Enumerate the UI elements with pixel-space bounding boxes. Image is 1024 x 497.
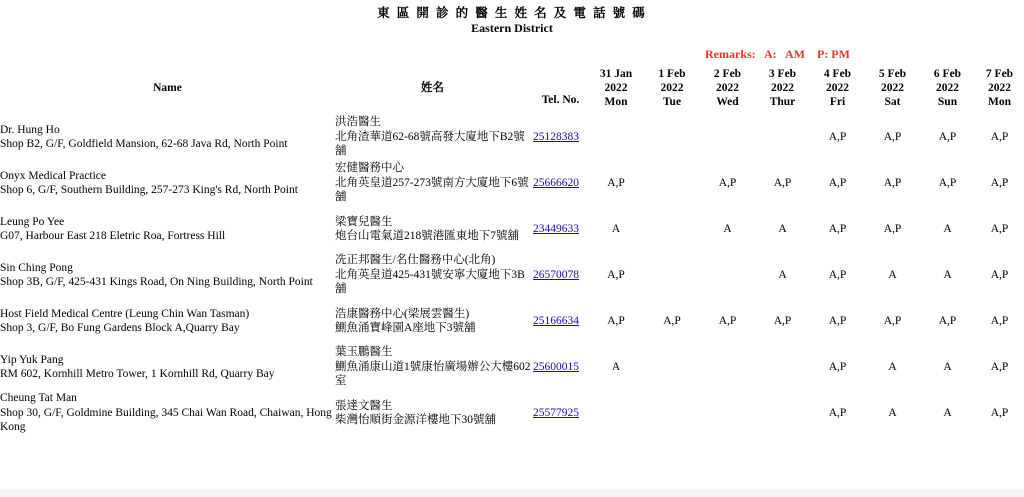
col-header-day: 6 Feb 2022 Sun: [933, 68, 962, 108]
clinic-name-cell: [0, 298, 335, 344]
tel-cell: [533, 206, 588, 252]
tel-cell: [533, 252, 588, 298]
tel-cell: [533, 114, 588, 160]
day-cell: A,P: [990, 268, 1009, 281]
day-cell: A,P: [607, 176, 625, 189]
clinic-name: Yip Yuk Pang: [0, 353, 64, 366]
clinic-zh-cell: [335, 252, 533, 298]
day-cell: A,P: [883, 130, 902, 143]
clinic-address: Shop B2, G/F, Goldfield Mansion, 62-68 Java Rd, North Point: [0, 138, 288, 150]
table-row: [0, 390, 1024, 436]
clinic-zh-cell: [335, 160, 533, 206]
col-header-tel: Tel. No.: [541, 94, 580, 106]
tel-cell: [533, 298, 588, 344]
col-header-day: 7 Feb 2022 Mon: [985, 68, 1014, 108]
page-title-zh: 東 區 開 診 的 醫 生 姓 名 及 電 話 號 碼: [377, 6, 647, 20]
day-cell: [644, 252, 700, 298]
col-header-day: 5 Feb 2022 Sat: [878, 68, 907, 108]
tel-link[interactable]: 25600015: [533, 360, 579, 373]
tel-link[interactable]: 23449633: [533, 222, 579, 235]
day-cell: A,P: [828, 222, 847, 235]
day-cell: A: [943, 360, 952, 373]
day-cell: A: [611, 360, 621, 373]
day-cell: A,P: [990, 176, 1009, 189]
clinic-name: Leung Po Yee: [0, 215, 65, 228]
page-title-en: Eastern District: [471, 21, 553, 35]
day-cell: [588, 390, 644, 436]
tel-cell: [533, 344, 588, 390]
day-cell: [644, 114, 700, 160]
clinic-zh-cell: [335, 114, 533, 160]
clinic-name-cell: [0, 390, 335, 436]
clinic-address-zh: 北角渣華道62-68號高發大廈地下B2號舖: [335, 130, 525, 158]
clinic-address-zh: 北角英皇道425-431號安寧大廈地下3B舖: [335, 268, 525, 296]
day-cell: [644, 206, 700, 252]
day-cell: [644, 344, 700, 390]
clinic-name-cell: [0, 252, 335, 298]
table-row: [0, 206, 1024, 252]
day-cell: A,P: [828, 406, 847, 419]
day-cell: A: [723, 222, 732, 235]
day-cell: A: [943, 406, 952, 419]
clinic-address: Shop 6, G/F, Southern Building, 257-273 King's Rd, North Point: [0, 184, 298, 196]
day-cell: A,P: [607, 268, 625, 281]
clinic-zh-cell: [335, 390, 533, 436]
day-cell: A,P: [990, 406, 1009, 419]
clinic-name-cell: [0, 206, 335, 252]
col-header-day: 3 Feb 2022 Thur: [768, 68, 797, 108]
clinic-address-zh: 柴灣怡順街金源洋樓地下30號舖: [335, 414, 496, 426]
clinic-name: Host Field Medical Centre (Leung Chin Wan Tasman): [0, 307, 250, 320]
day-cell: [700, 252, 755, 298]
table-row: [0, 252, 1024, 298]
day-cell: A: [778, 222, 787, 235]
clinic-address: Shop 3, G/F, Bo Fung Gardens Block A,Quarry Bay: [0, 322, 240, 334]
page-bottom-edge: [0, 489, 1024, 497]
day-cell: A: [888, 268, 897, 281]
day-cell: [644, 390, 700, 436]
day-cell: A,P: [883, 314, 902, 327]
clinic-name: Sin Ching Pong: [0, 261, 73, 274]
day-cell: A,P: [990, 130, 1009, 143]
table-row: [0, 344, 1024, 390]
day-cell: [755, 114, 810, 160]
doctor-name-zh: 洪浩醫生: [335, 116, 381, 129]
tel-cell: [533, 160, 588, 206]
col-header-name-zh: 姓名: [421, 82, 444, 94]
col-header-day: 1 Feb 2022 Tue: [658, 68, 686, 108]
day-cell: A,P: [773, 314, 792, 327]
doctor-name-zh: 葉玉鵬醫生: [335, 346, 393, 359]
day-cell: [700, 344, 755, 390]
day-cell: A: [888, 360, 897, 373]
col-header-day: 2 Feb 2022 Wed: [713, 68, 742, 108]
clinic-schedule-table: [0, 62, 1024, 436]
day-cell: A,P: [990, 314, 1009, 327]
header-row: [0, 62, 1024, 114]
clinic-name: Onyx Medical Practice: [0, 169, 107, 182]
day-cell: [700, 390, 755, 436]
day-cell: A,P: [883, 222, 902, 235]
clinic-name: Cheung Tat Man: [0, 392, 77, 405]
clinic-name: Dr. Hung Ho: [0, 123, 60, 136]
day-cell: A,P: [828, 314, 847, 327]
day-cell: A: [888, 406, 897, 419]
clinic-name-cell: [0, 344, 335, 390]
day-cell: A,P: [990, 222, 1009, 235]
table-row: [0, 114, 1024, 160]
clinic-zh-cell: [335, 206, 533, 252]
tel-link[interactable]: 25666620: [533, 176, 579, 189]
day-cell: A,P: [938, 176, 957, 189]
page-header: [0, 6, 1024, 36]
doctor-name-zh: 冼正邦醫生/名仕醫務中心(北角): [335, 254, 496, 267]
tel-link[interactable]: 25577925: [533, 406, 579, 419]
col-header-day: 4 Feb 2022 Fri: [823, 68, 852, 108]
day-cell: A: [943, 222, 952, 235]
tel-link[interactable]: 25166634: [533, 314, 579, 327]
day-cell: [755, 390, 810, 436]
table-row: [0, 160, 1024, 206]
day-cell: A,P: [828, 360, 847, 373]
day-cell: A,P: [773, 176, 792, 189]
doctor-name-zh: 宏健醫務中心: [335, 162, 404, 175]
day-cell: A,P: [718, 314, 737, 327]
col-header-day: 31 Jan 2022 Mon: [599, 68, 633, 108]
day-cell: A,P: [607, 314, 625, 327]
day-cell: A,P: [663, 314, 681, 327]
day-cell: A: [778, 268, 787, 281]
day-cell: A,P: [718, 176, 737, 189]
clinic-address: Shop 30, G/F, Goldmine Building, 345 Chai Wan Road, Chaiwan, Hong Kong: [0, 406, 332, 434]
doctor-name-zh: 梁寶兒醫生: [335, 215, 393, 228]
tel-cell: [533, 390, 588, 436]
clinic-address: RM 602, Kornhill Metro Tower, 1 Kornhill Rd, Quarry Bay: [0, 368, 275, 380]
tel-link[interactable]: 25128383: [533, 130, 579, 143]
day-cell: A,P: [938, 314, 957, 327]
tel-link[interactable]: 26570078: [533, 268, 579, 281]
day-cell: A,P: [828, 176, 847, 189]
clinic-address: Shop 3B, G/F, 425-431 Kings Road, On Ning Building, North Point: [0, 276, 313, 288]
day-cell: A,P: [828, 268, 847, 281]
day-cell: A: [943, 268, 952, 281]
clinic-name-cell: [0, 114, 335, 160]
doctor-name-zh: 張達文醫生: [335, 399, 393, 412]
day-cell: A,P: [828, 130, 847, 143]
day-cell: [700, 114, 755, 160]
clinic-address-zh: 鰂魚涌寶峰園A座地下3號舖: [335, 322, 476, 334]
clinic-name-cell: [0, 160, 335, 206]
clinic-address-zh: 炮台山電氣道218號港匯東地下7號舖: [335, 230, 519, 242]
table-row: [0, 298, 1024, 344]
day-cell: A: [611, 222, 621, 235]
clinic-address-zh: 鰂魚涌康山道1號康怡廣場辦公大樓602室: [335, 360, 531, 388]
remarks-legend: Remarks: A: AM P: PM: [705, 47, 850, 61]
day-cell: A,P: [990, 360, 1009, 373]
doctor-name-zh: 浩康醫務中心(梁展雲醫生): [335, 307, 470, 320]
clinic-zh-cell: [335, 344, 533, 390]
col-header-name: Name: [153, 82, 182, 94]
clinic-zh-cell: [335, 298, 533, 344]
day-cell: A,P: [938, 130, 957, 143]
day-cell: [588, 114, 644, 160]
day-cell: [644, 160, 700, 206]
day-cell: A,P: [883, 176, 902, 189]
day-cell: [755, 344, 810, 390]
clinic-address-zh: 北角英皇道257-273號南方大廈地下6號舖: [335, 176, 529, 204]
clinic-address: G07, Harbour East 218 Eletric Roa, Fortress Hill: [0, 230, 226, 242]
